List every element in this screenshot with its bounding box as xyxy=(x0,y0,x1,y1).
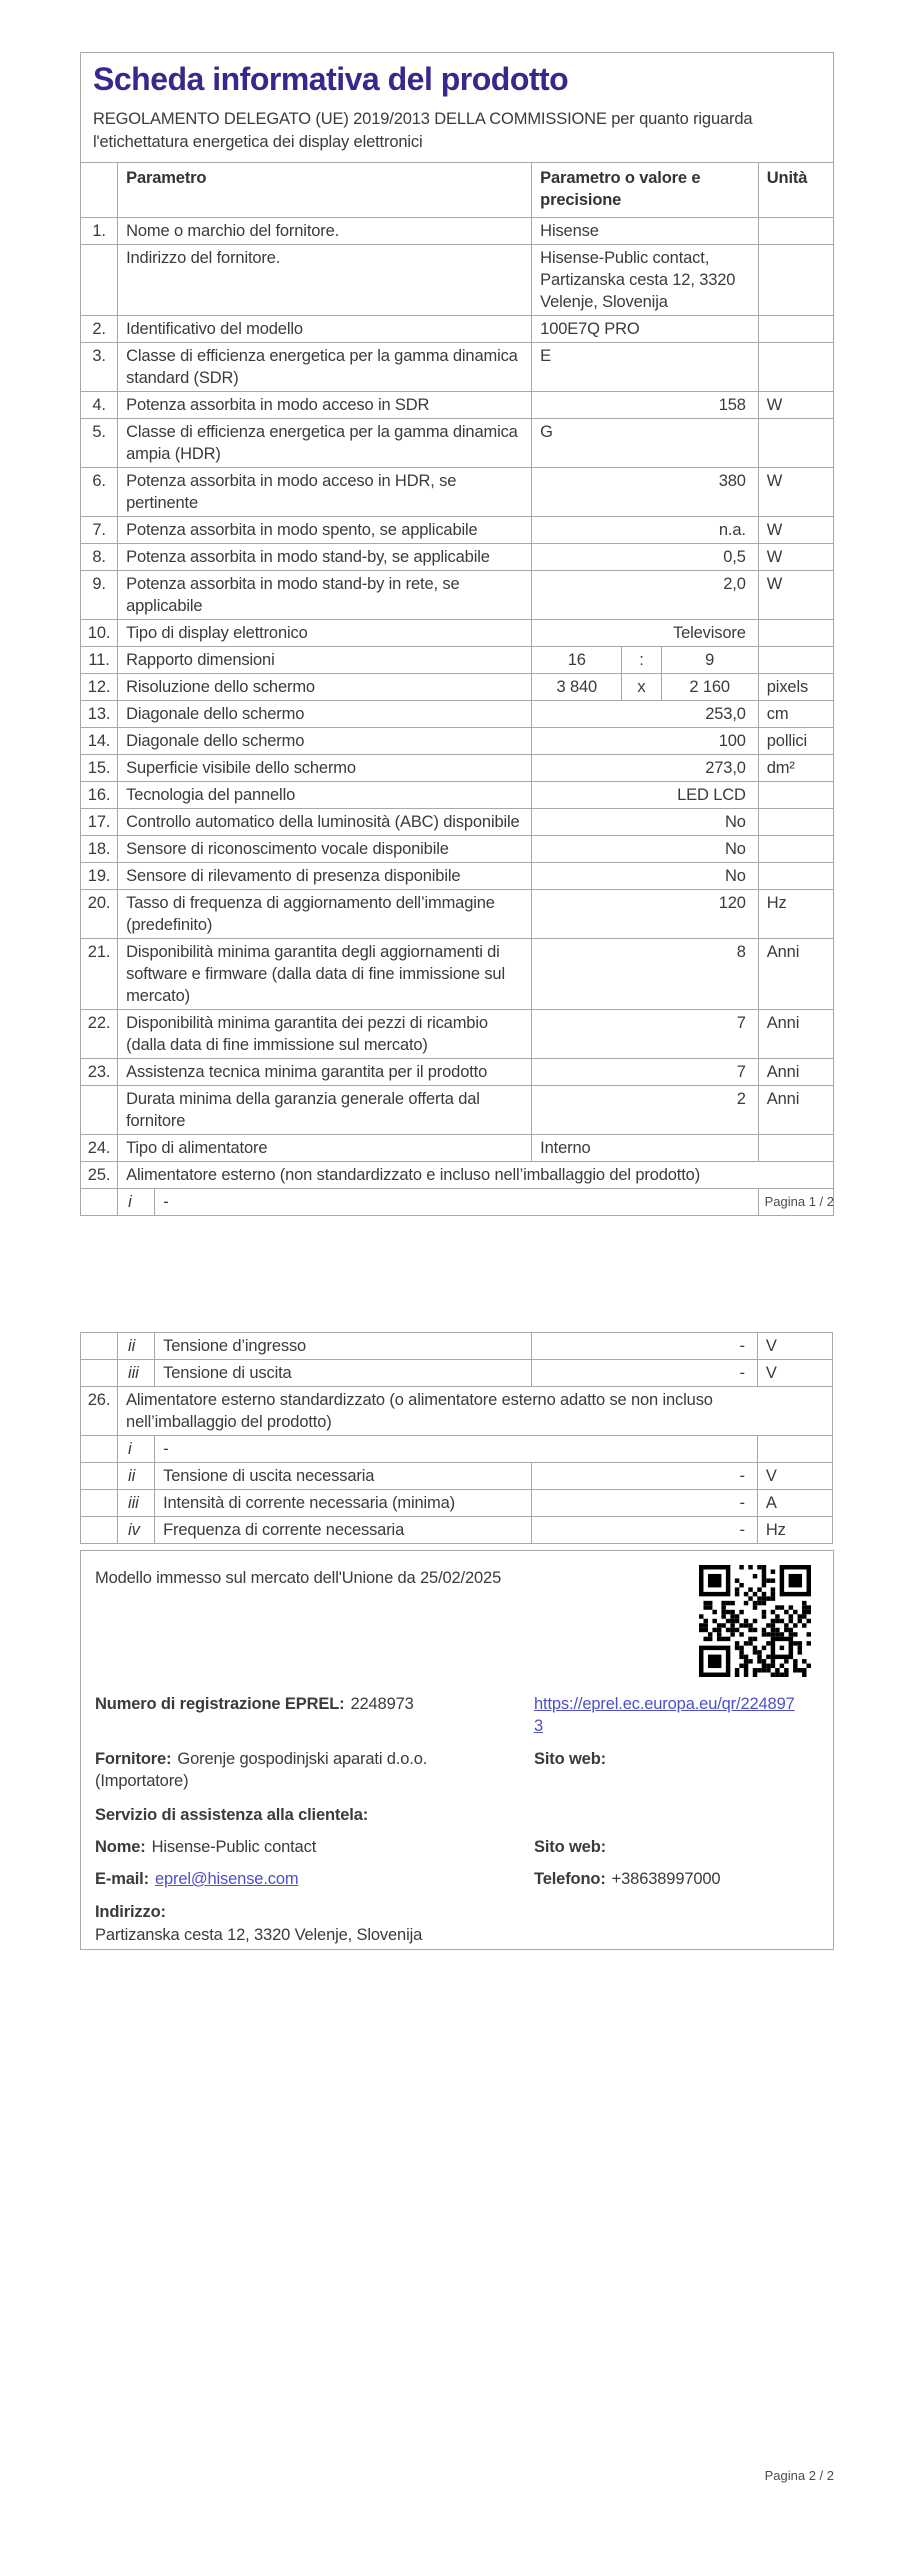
table-row xyxy=(81,754,834,781)
parameter-label-cell: Alimentatore esterno standardizzato (o alimentatore esterno adatto se non incluso nell’imballaggio del prodotto) xyxy=(118,1387,833,1436)
page-title: Scheda informativa del prodotto xyxy=(93,61,569,97)
unit-cell xyxy=(758,808,833,835)
row-number-cell xyxy=(81,1333,118,1360)
unit-cell xyxy=(758,619,833,646)
table-row xyxy=(81,889,834,938)
parameter-label-cell: Nome o marchio del fornitore. xyxy=(118,217,532,244)
value-cell: 100E7Q PRO xyxy=(532,315,759,342)
table-row xyxy=(81,727,834,754)
parameter-label-cell: Potenza assorbita in modo acceso in SDR xyxy=(118,391,532,418)
table-row xyxy=(81,418,834,467)
unit-cell xyxy=(758,315,833,342)
row-number-cell xyxy=(81,244,118,315)
unit-cell: Anni xyxy=(758,938,833,1009)
value-separator-cell: : xyxy=(622,646,661,673)
value-cell: n.a. xyxy=(532,516,759,543)
row-number-cell: 8. xyxy=(81,543,118,570)
parameter-label-cell: Disponibilità minima garantita dei pezzi di ricambio (dalla data di fine immissione sul mercato) xyxy=(118,1009,532,1058)
unit-cell: W xyxy=(758,391,833,418)
row-number-cell: 5. xyxy=(81,418,118,467)
parameter-label-cell: Tasso di frequenza di aggiornamento dell’immagine (predefinito) xyxy=(118,889,532,938)
row-number-cell xyxy=(81,1085,118,1134)
unit-cell: Anni xyxy=(758,1085,833,1134)
eprel-number-line xyxy=(95,1693,414,1715)
parameter-label-cell: Diagonale dello schermo xyxy=(118,727,532,754)
unit-cell xyxy=(758,1134,833,1161)
row-number-cell: 4. xyxy=(81,391,118,418)
header-unit: Unità xyxy=(758,162,833,217)
table-row xyxy=(81,516,834,543)
service-heading: Servizio di assistenza alla clientela: xyxy=(95,1806,369,1824)
table-row xyxy=(81,1463,833,1490)
row-number-cell: 26. xyxy=(81,1387,118,1436)
value-separator-cell: x xyxy=(622,673,661,700)
row-number-cell xyxy=(81,1517,118,1544)
table-row xyxy=(81,862,834,889)
parameter-label-cell: Identificativo del modello xyxy=(118,315,532,342)
eprel-qr-link[interactable]: https://eprel.ec.europa.eu/qr/2248973 xyxy=(534,1695,795,1735)
page-subtitle: REGOLAMENTO DELEGATO (UE) 2019/2013 DELLA COMMISSIONE per quanto riguarda l'etichettatura energetica dei display elettronici xyxy=(93,109,753,151)
row-number-cell: 19. xyxy=(81,862,118,889)
phone-label: Telefono: xyxy=(534,1870,606,1888)
parameter-label-cell: Alimentatore esterno (non standardizzato e incluso nell’imballaggio del prodotto) xyxy=(118,1161,834,1188)
unit-cell: Hz xyxy=(757,1517,832,1544)
value-cell: E xyxy=(532,342,759,391)
parameter-label-cell: Intensità di corrente necessaria (minima) xyxy=(155,1490,531,1517)
parameter-label-cell: Risoluzione dello schermo xyxy=(118,673,532,700)
page1-number: Pagina 1 / 2 xyxy=(764,1194,834,1209)
unit-cell xyxy=(758,781,833,808)
eprel-number-label: Numero di registrazione EPREL: xyxy=(95,1695,345,1713)
value-cell: 273,0 xyxy=(532,754,759,781)
unit-cell: Anni xyxy=(758,1009,833,1058)
table-row xyxy=(81,1517,833,1544)
unit-cell xyxy=(758,244,833,315)
unit-cell: W xyxy=(758,467,833,516)
website2-line xyxy=(534,1836,612,1858)
parameter-label-cell: Classe di efficienza energetica per la gamma dinamica ampia (HDR) xyxy=(118,418,532,467)
roman-index-cell: iv xyxy=(118,1517,155,1544)
parameter-label-cell: Potenza assorbita in modo stand-by, se applicabile xyxy=(118,543,532,570)
table-row xyxy=(81,1009,834,1058)
value-cell: Hisense-Public contact, Partizanska cesta 12, 3320 Velenje, Slovenija xyxy=(532,244,759,315)
table-row xyxy=(81,1085,834,1134)
supplier-value: Gorenje gospodinjski aparati d.o.o. (Importatore) xyxy=(95,1750,428,1790)
row-number-cell: 11. xyxy=(81,646,118,673)
email-label: E-mail: xyxy=(95,1870,149,1888)
unit-cell: Anni xyxy=(758,1058,833,1085)
roman-index-cell: iii xyxy=(118,1490,155,1517)
email-link[interactable]: eprel@hisense.com xyxy=(154,1870,299,1888)
table-row xyxy=(81,244,834,315)
row-number-cell: 22. xyxy=(81,1009,118,1058)
email-line xyxy=(95,1868,299,1890)
parameter-label-cell: Classe di efficienza energetica per la gamma dinamica standard (SDR) xyxy=(118,342,532,391)
phone-value: +38638997000 xyxy=(611,1870,721,1888)
unit-cell xyxy=(758,418,833,467)
parameter-label-cell: Tipo di alimentatore xyxy=(118,1134,532,1161)
unit-cell: W xyxy=(758,516,833,543)
parameter-label-cell: Frequenza di corrente necessaria xyxy=(155,1517,531,1544)
table-row xyxy=(81,673,834,700)
page2-number: Pagina 2 / 2 xyxy=(764,2468,834,2483)
eprel-link-wrap xyxy=(534,1693,802,1737)
row-number-cell: 23. xyxy=(81,1058,118,1085)
table-row xyxy=(81,619,834,646)
row-number-cell: 2. xyxy=(81,315,118,342)
value-cell: - xyxy=(155,1436,758,1463)
address-label-line xyxy=(95,1901,172,1923)
value-cell: 16 xyxy=(532,646,622,673)
table-row xyxy=(81,467,834,516)
value-cell: 7 xyxy=(532,1009,759,1058)
table-row xyxy=(81,1360,833,1387)
unit-cell: W xyxy=(758,570,833,619)
parameter-label-cell: Tensione di uscita necessaria xyxy=(155,1463,531,1490)
parameter-label-cell: Assistenza tecnica minima garantita per il prodotto xyxy=(118,1058,532,1085)
value-cell: Interno xyxy=(532,1134,759,1161)
address-value-line: Partizanska cesta 12, 3320 Velenje, Slovenija xyxy=(95,1926,423,1944)
value-cell: 2 xyxy=(532,1085,759,1134)
unit-cell: V xyxy=(757,1360,832,1387)
table-row xyxy=(81,315,834,342)
table-row xyxy=(81,570,834,619)
table-row xyxy=(81,700,834,727)
value-cell: 158 xyxy=(532,391,759,418)
parameter-label-cell: Tensione d’ingresso xyxy=(155,1333,531,1360)
parameter-label-cell: Controllo automatico della luminosità (ABC) disponibile xyxy=(118,808,532,835)
qr-code-icon xyxy=(699,1565,811,1677)
value-cell: Hisense xyxy=(532,217,759,244)
row-number-cell: 14. xyxy=(81,727,118,754)
table-row xyxy=(81,1387,833,1436)
table-row xyxy=(81,808,834,835)
name-value: Hisense-Public contact xyxy=(151,1838,317,1856)
supplier-line xyxy=(95,1748,523,1792)
parameter-label-cell: Potenza assorbita in modo stand-by in rete, se applicabile xyxy=(118,570,532,619)
row-number-cell: 20. xyxy=(81,889,118,938)
table-row xyxy=(81,781,834,808)
parameter-label-cell: Diagonale dello schermo xyxy=(118,700,532,727)
power-supply-table-wrap xyxy=(80,1332,833,1544)
name-line xyxy=(95,1836,316,1858)
unit-cell: Hz xyxy=(758,889,833,938)
row-number-cell: 21. xyxy=(81,938,118,1009)
website-line xyxy=(534,1748,905,1770)
unit-cell: V xyxy=(757,1333,832,1360)
unit-cell: pollici xyxy=(758,727,833,754)
unit-cell: W xyxy=(758,543,833,570)
value-cell: 7 xyxy=(532,1058,759,1085)
value-cell: No xyxy=(532,862,759,889)
row-number-cell: 17. xyxy=(81,808,118,835)
name-label: Nome: xyxy=(95,1838,146,1856)
value-cell: No xyxy=(532,835,759,862)
value-cell: 120 xyxy=(532,889,759,938)
value-cell: 9 xyxy=(661,646,758,673)
roman-index-cell: iii xyxy=(118,1360,155,1387)
table-row xyxy=(81,543,834,570)
value-cell: - xyxy=(155,1188,759,1215)
value-cell: 380 xyxy=(532,467,759,516)
row-number-cell: 6. xyxy=(81,467,118,516)
website2-label: Sito web: xyxy=(534,1838,606,1856)
row-number-cell: 7. xyxy=(81,516,118,543)
website-label: Sito web: xyxy=(534,1750,606,1768)
unit-cell xyxy=(758,646,833,673)
market-date-line: Modello immesso sul mercato dell'Unione da 25/02/2025 xyxy=(95,1569,502,1587)
parameter-label-cell: Potenza assorbita in modo acceso in HDR, se pertinente xyxy=(118,467,532,516)
parameter-label-cell: Tecnologia del pannello xyxy=(118,781,532,808)
table-row xyxy=(81,1058,834,1085)
value-cell: 2 160 xyxy=(661,673,758,700)
parameter-label-cell: Indirizzo del fornitore. xyxy=(118,244,532,315)
table-row xyxy=(81,217,834,244)
roman-index-cell: ii xyxy=(118,1333,155,1360)
unit-cell xyxy=(758,862,833,889)
row-number-cell: 3. xyxy=(81,342,118,391)
row-number-cell: 13. xyxy=(81,700,118,727)
row-number-cell: 1. xyxy=(81,217,118,244)
value-cell: - xyxy=(531,1490,757,1517)
table-row xyxy=(81,391,834,418)
row-number-cell: 9. xyxy=(81,570,118,619)
parameter-label-cell: Tipo di display elettronico xyxy=(118,619,532,646)
table-row xyxy=(81,646,834,673)
row-number-cell: 10. xyxy=(81,619,118,646)
product-parameters-table xyxy=(80,162,834,1216)
unit-cell: cm xyxy=(758,700,833,727)
table-row xyxy=(81,1490,833,1517)
unit-cell xyxy=(757,1436,832,1463)
parameter-label-cell: Sensore di riconoscimento vocale disponibile xyxy=(118,835,532,862)
unit-cell xyxy=(758,217,833,244)
value-cell: - xyxy=(531,1333,757,1360)
value-cell: No xyxy=(532,808,759,835)
header-value: Parametro o valore e precisione xyxy=(532,162,759,217)
row-number-cell xyxy=(81,1490,118,1517)
parameter-label-cell: Durata minima della garanzia generale offerta dal fornitore xyxy=(118,1085,532,1134)
parameter-label-cell: Sensore di rilevamento di presenza disponibile xyxy=(118,862,532,889)
roman-index-cell: ii xyxy=(118,1463,155,1490)
value-cell: G xyxy=(532,418,759,467)
value-cell: 253,0 xyxy=(532,700,759,727)
row-number-cell: 15. xyxy=(81,754,118,781)
table-row xyxy=(81,1161,834,1188)
table-row xyxy=(81,1333,833,1360)
parameter-label-cell: Tensione di uscita xyxy=(155,1360,531,1387)
row-number-cell: 18. xyxy=(81,835,118,862)
value-cell: - xyxy=(531,1360,757,1387)
table-row xyxy=(81,938,834,1009)
table-header-row xyxy=(81,162,834,217)
value-cell: 8 xyxy=(532,938,759,1009)
header-parameter: Parametro xyxy=(118,162,532,217)
row-number-cell xyxy=(81,1360,118,1387)
header-number-cell xyxy=(81,162,118,217)
unit-cell: A xyxy=(757,1490,832,1517)
roman-index-cell: i xyxy=(118,1436,155,1463)
value-cell: 2,0 xyxy=(532,570,759,619)
row-number-cell: 24. xyxy=(81,1134,118,1161)
eprel-number-value: 2248973 xyxy=(350,1695,414,1713)
table-row xyxy=(81,835,834,862)
table-row xyxy=(81,1436,833,1463)
address-label: Indirizzo: xyxy=(95,1903,166,1921)
unit-cell: dm² xyxy=(758,754,833,781)
value-cell: - xyxy=(531,1517,757,1544)
parameter-label-cell: Rapporto dimensioni xyxy=(118,646,532,673)
power-supply-table xyxy=(80,1332,833,1544)
eprel-info-box xyxy=(80,1550,834,1950)
value-cell: Televisore xyxy=(532,619,759,646)
value-cell: 3 840 xyxy=(532,673,622,700)
parameter-label-cell: Potenza assorbita in modo spento, se applicabile xyxy=(118,516,532,543)
table-row xyxy=(81,1134,834,1161)
value-cell: 0,5 xyxy=(532,543,759,570)
unit-cell: pixels xyxy=(758,673,833,700)
row-number-cell: 16. xyxy=(81,781,118,808)
row-number-cell: 12. xyxy=(81,673,118,700)
unit-cell xyxy=(758,342,833,391)
page1-card xyxy=(80,52,834,1216)
row-number-cell xyxy=(81,1188,118,1215)
unit-cell xyxy=(758,835,833,862)
phone-line xyxy=(534,1868,720,1890)
supplier-label: Fornitore: xyxy=(95,1750,172,1768)
value-cell: - xyxy=(531,1463,757,1490)
table-row xyxy=(81,342,834,391)
roman-index-cell: i xyxy=(118,1188,155,1215)
row-number-cell xyxy=(81,1463,118,1490)
parameter-label-cell: Disponibilità minima garantita degli aggiornamenti di software e firmware (dalla data di fine immissione sul mercato) xyxy=(118,938,532,1009)
value-cell: LED LCD xyxy=(532,781,759,808)
parameter-label-cell: Superficie visibile dello schermo xyxy=(118,754,532,781)
value-cell: 100 xyxy=(532,727,759,754)
unit-cell: V xyxy=(757,1463,832,1490)
table-row xyxy=(81,1188,834,1215)
row-number-cell xyxy=(81,1436,118,1463)
row-number-cell: 25. xyxy=(81,1161,118,1188)
